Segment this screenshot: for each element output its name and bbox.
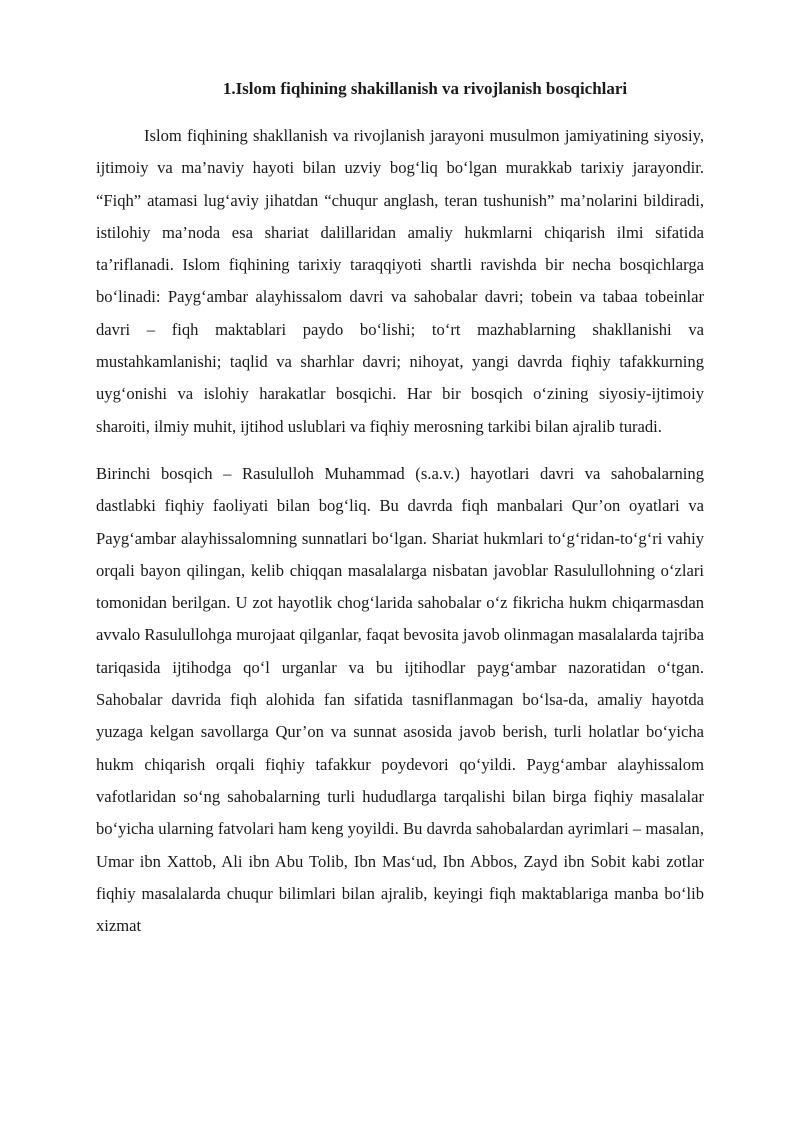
document-title: 1.Islom fiqhining shakillanish va rivojlanish bosqichlari: [222, 79, 628, 98]
document-page: [96, 74, 704, 942]
paragraph-introduction: Islom fiqhining shakllanish va rivojlanish jarayoni musulmon jamiyatining siyosiy, ijtimoiy va ma’naviy hayoti bilan uzviy bog‘liq bo‘lgan murakkab tarixiy jarayondir. “Fiqh” atamasi lug‘aviy jihatdan “chuqur anglash, teran tushunish” ma’nolarini bildiradi, istilohiy ma’noda esa shariat dalillaridan amaliy hukmlarni chiqarish ilmi sifatida ta’riflanadi. Islom fiqhining tarixiy taraqqiyoti shartli ravishda bir necha bosqichlarga bo‘linadi: Payg‘ambar alayhissalom davri va sahobalar davri; tobein va tabaa tobeinlar davri – fiqh maktablari paydo bo‘lishi; to‘rt mazhablarning shakllanishi va mustahkamlanishi; taqlid va sharhlar davri; nihoyat, yangi davrda fiqhiy tafakkurning uyg‘onishi va islohiy harakatlar bosqichi. Har bir bosqich o‘zining siyosiy-ijtimoiy sharoiti, ilmiy muhit, ijtihod uslublari va fiqhiy merosning tarkibi bilan ajralib turadi.: [96, 126, 704, 436]
paragraph-first-stage: Birinchi bosqich – Rasululloh Muhammad (s.a.v.) hayotlari davri va sahobalarning dastlabki fiqhiy faoliyati bilan bog‘liq. Bu davrda fiqh manbalari Qur’on oyatlari va Payg‘ambar alayhissalomning sunnatlari bo‘lgan. Shariat hukmlari to‘g‘ridan-to‘g‘ri vahiy orqali bayon qilingan, kelib chiqqan masalalarga nisbatan javoblar Rasulullohning o‘zlari tomonidan berilgan. U zot hayotlik chog‘larida sahobalar o‘z fikricha hukm chiqarmasdan avvalo Rasulullohga murojaat qilganlar, faqat bevosita javob olinmagan masalalarda tajriba tariqasida ijtihodga qo‘l urganlar va bu ijtihodlar payg‘ambar nazoratidan o‘tgan. Sahobalar davrida fiqh alohida fan sifatida tasniflanmagan bo‘lsa-da, amaliy hayotda yuzaga kelgan savollarga Qur’on va sunnat asosida javob berish, turli holatlar bo‘yicha hukm chiqarish orqali fiqhiy tafakkur poydevori qo‘yildi. Payg‘ambar alayhissalom vafotlaridan so‘ng sahobalarning turli hududlarga tarqalishi bilan birga fiqhiy masalalar bo‘yicha ularning fatvolari ham keng yoyildi. Bu davrda sahobalardan ayrimlari – masalan, Umar ibn Xattob, Ali ibn Abu Tolib, Ibn Mas‘ud, Ibn Abbos, Zayd ibn Sobit kabi zotlar fiqhiy masalalarda chuqur bilimlari bilan ajralib, keyingi fiqh maktablariga manba bo‘lib xizmat: [96, 463, 704, 936]
